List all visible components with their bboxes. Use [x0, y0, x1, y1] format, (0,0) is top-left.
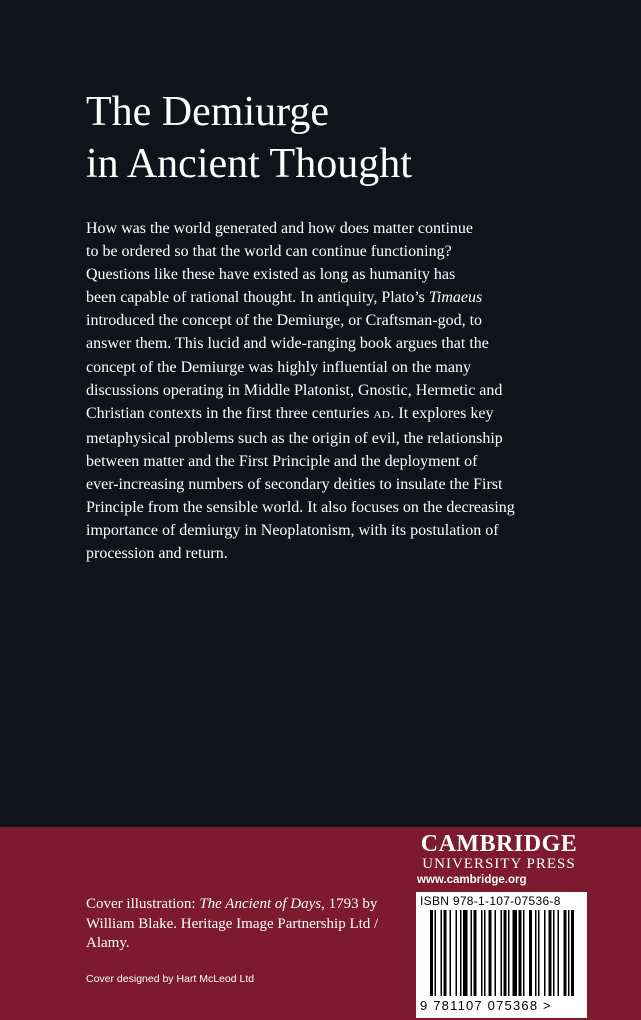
barcode-bar: [553, 910, 555, 996]
barcode-bar: [529, 910, 532, 996]
book-description: [86, 217, 541, 565]
publisher-url: www.cambridge.org: [417, 874, 527, 886]
barcode-bar: [463, 910, 468, 996]
barcode-bar: [544, 910, 546, 996]
description-text: Christian contexts in the first three centuries: [86, 404, 374, 422]
description-line: How was the world generated and how does matter continue: [86, 220, 473, 237]
publisher-name: CAMBRIDGE: [420, 831, 578, 857]
isbn-barcode: [416, 892, 587, 1018]
era-abbrev: AD: [373, 408, 391, 421]
barcode-bar: [571, 910, 574, 996]
book-title: [86, 86, 412, 190]
barcode-bar: [444, 910, 447, 996]
description-line: answer them. This lucid and wide-ranging book argues that the: [86, 335, 489, 353]
description-line: discussions operating in Middle Platonist, Gnostic, Hermetic and: [86, 381, 503, 399]
barcode-bars: [416, 910, 587, 998]
barcode-bar: [489, 910, 492, 996]
barcode-digits: 9 781107 075368 >: [420, 998, 552, 1013]
description-text: . It explores key: [390, 404, 494, 422]
barcode-bar: [538, 910, 540, 996]
illustration-credit-line: [86, 895, 378, 915]
barcode-bar: [508, 910, 510, 996]
barcode-bar: [558, 910, 560, 996]
description-line: concept of the Demiurge was highly influential on the many: [86, 358, 471, 376]
barcode-bar: [450, 910, 452, 996]
illustration-prefix: Cover illustration:: [86, 896, 200, 912]
barcode-bar: [484, 910, 486, 996]
illustration-credit: [86, 895, 378, 954]
barcode-bar: [519, 910, 522, 996]
description-line: Questions like these have existed as long as humanity has: [86, 266, 456, 284]
title-line-2: in Ancient Thought: [86, 141, 412, 187]
isbn-label: ISBN 978-1-107-07536-8: [420, 894, 561, 908]
barcode-bar: [441, 910, 443, 996]
barcode-bar: [504, 910, 507, 996]
description-line: importance of demiurgy in Neoplatonism, with its postulation of: [86, 522, 499, 540]
design-credit: Cover designed by Hart McLeod Ltd: [86, 973, 255, 985]
illustration-credit-line: Alamy.: [86, 935, 130, 951]
description-text: been capable of rational thought. In antiquity, Plato’s: [86, 289, 429, 307]
barcode-bar: [481, 910, 483, 996]
barcode-bar: [513, 910, 518, 996]
barcode-bar: [523, 910, 525, 996]
description-line: [86, 286, 541, 309]
description-line: to be ordered so that the world can continue functioning?: [86, 243, 452, 261]
description-line: between matter and the First Principle and the deployment of: [86, 452, 478, 470]
description-line: Principle from the sensible world. It also focuses on the decreasing: [86, 499, 515, 517]
title-line-1: The Demiurge: [86, 89, 329, 135]
barcode-bar: [501, 910, 503, 996]
work-title-timaeus: Timaeus: [428, 289, 483, 307]
barcode-bar: [549, 910, 552, 996]
barcode-bar: [564, 910, 567, 996]
barcode-bar: [495, 910, 497, 996]
description-line: ever-increasing numbers of secondary deities to insulate the First: [86, 476, 503, 494]
description-line: metaphysical problems such as the origin of evil, the relationship: [86, 429, 503, 447]
barcode-bar: [430, 910, 433, 996]
description-line: introduced the concept of the Demiurge, or Craftsman-god, to: [86, 312, 483, 330]
publisher-press: UNIVERSITY PRESS: [422, 856, 576, 872]
barcode-bar: [568, 910, 570, 996]
illustration-credit-line: William Blake. Heritage Image Partnership Ltd /: [86, 915, 379, 932]
publisher-logo: [414, 832, 584, 888]
description-line: procession and return.: [86, 545, 228, 563]
barcode-bar: [460, 910, 462, 996]
barcode-bar: [535, 910, 537, 996]
description-line: [86, 402, 541, 427]
barcode-bar: [474, 910, 477, 996]
illustration-year: , 1793 by: [321, 896, 378, 912]
illustration-work-title: The Ancient of Days: [199, 896, 322, 912]
barcode-bar: [471, 910, 473, 996]
barcode-bar: [435, 910, 437, 996]
barcode-bar: [456, 910, 458, 996]
